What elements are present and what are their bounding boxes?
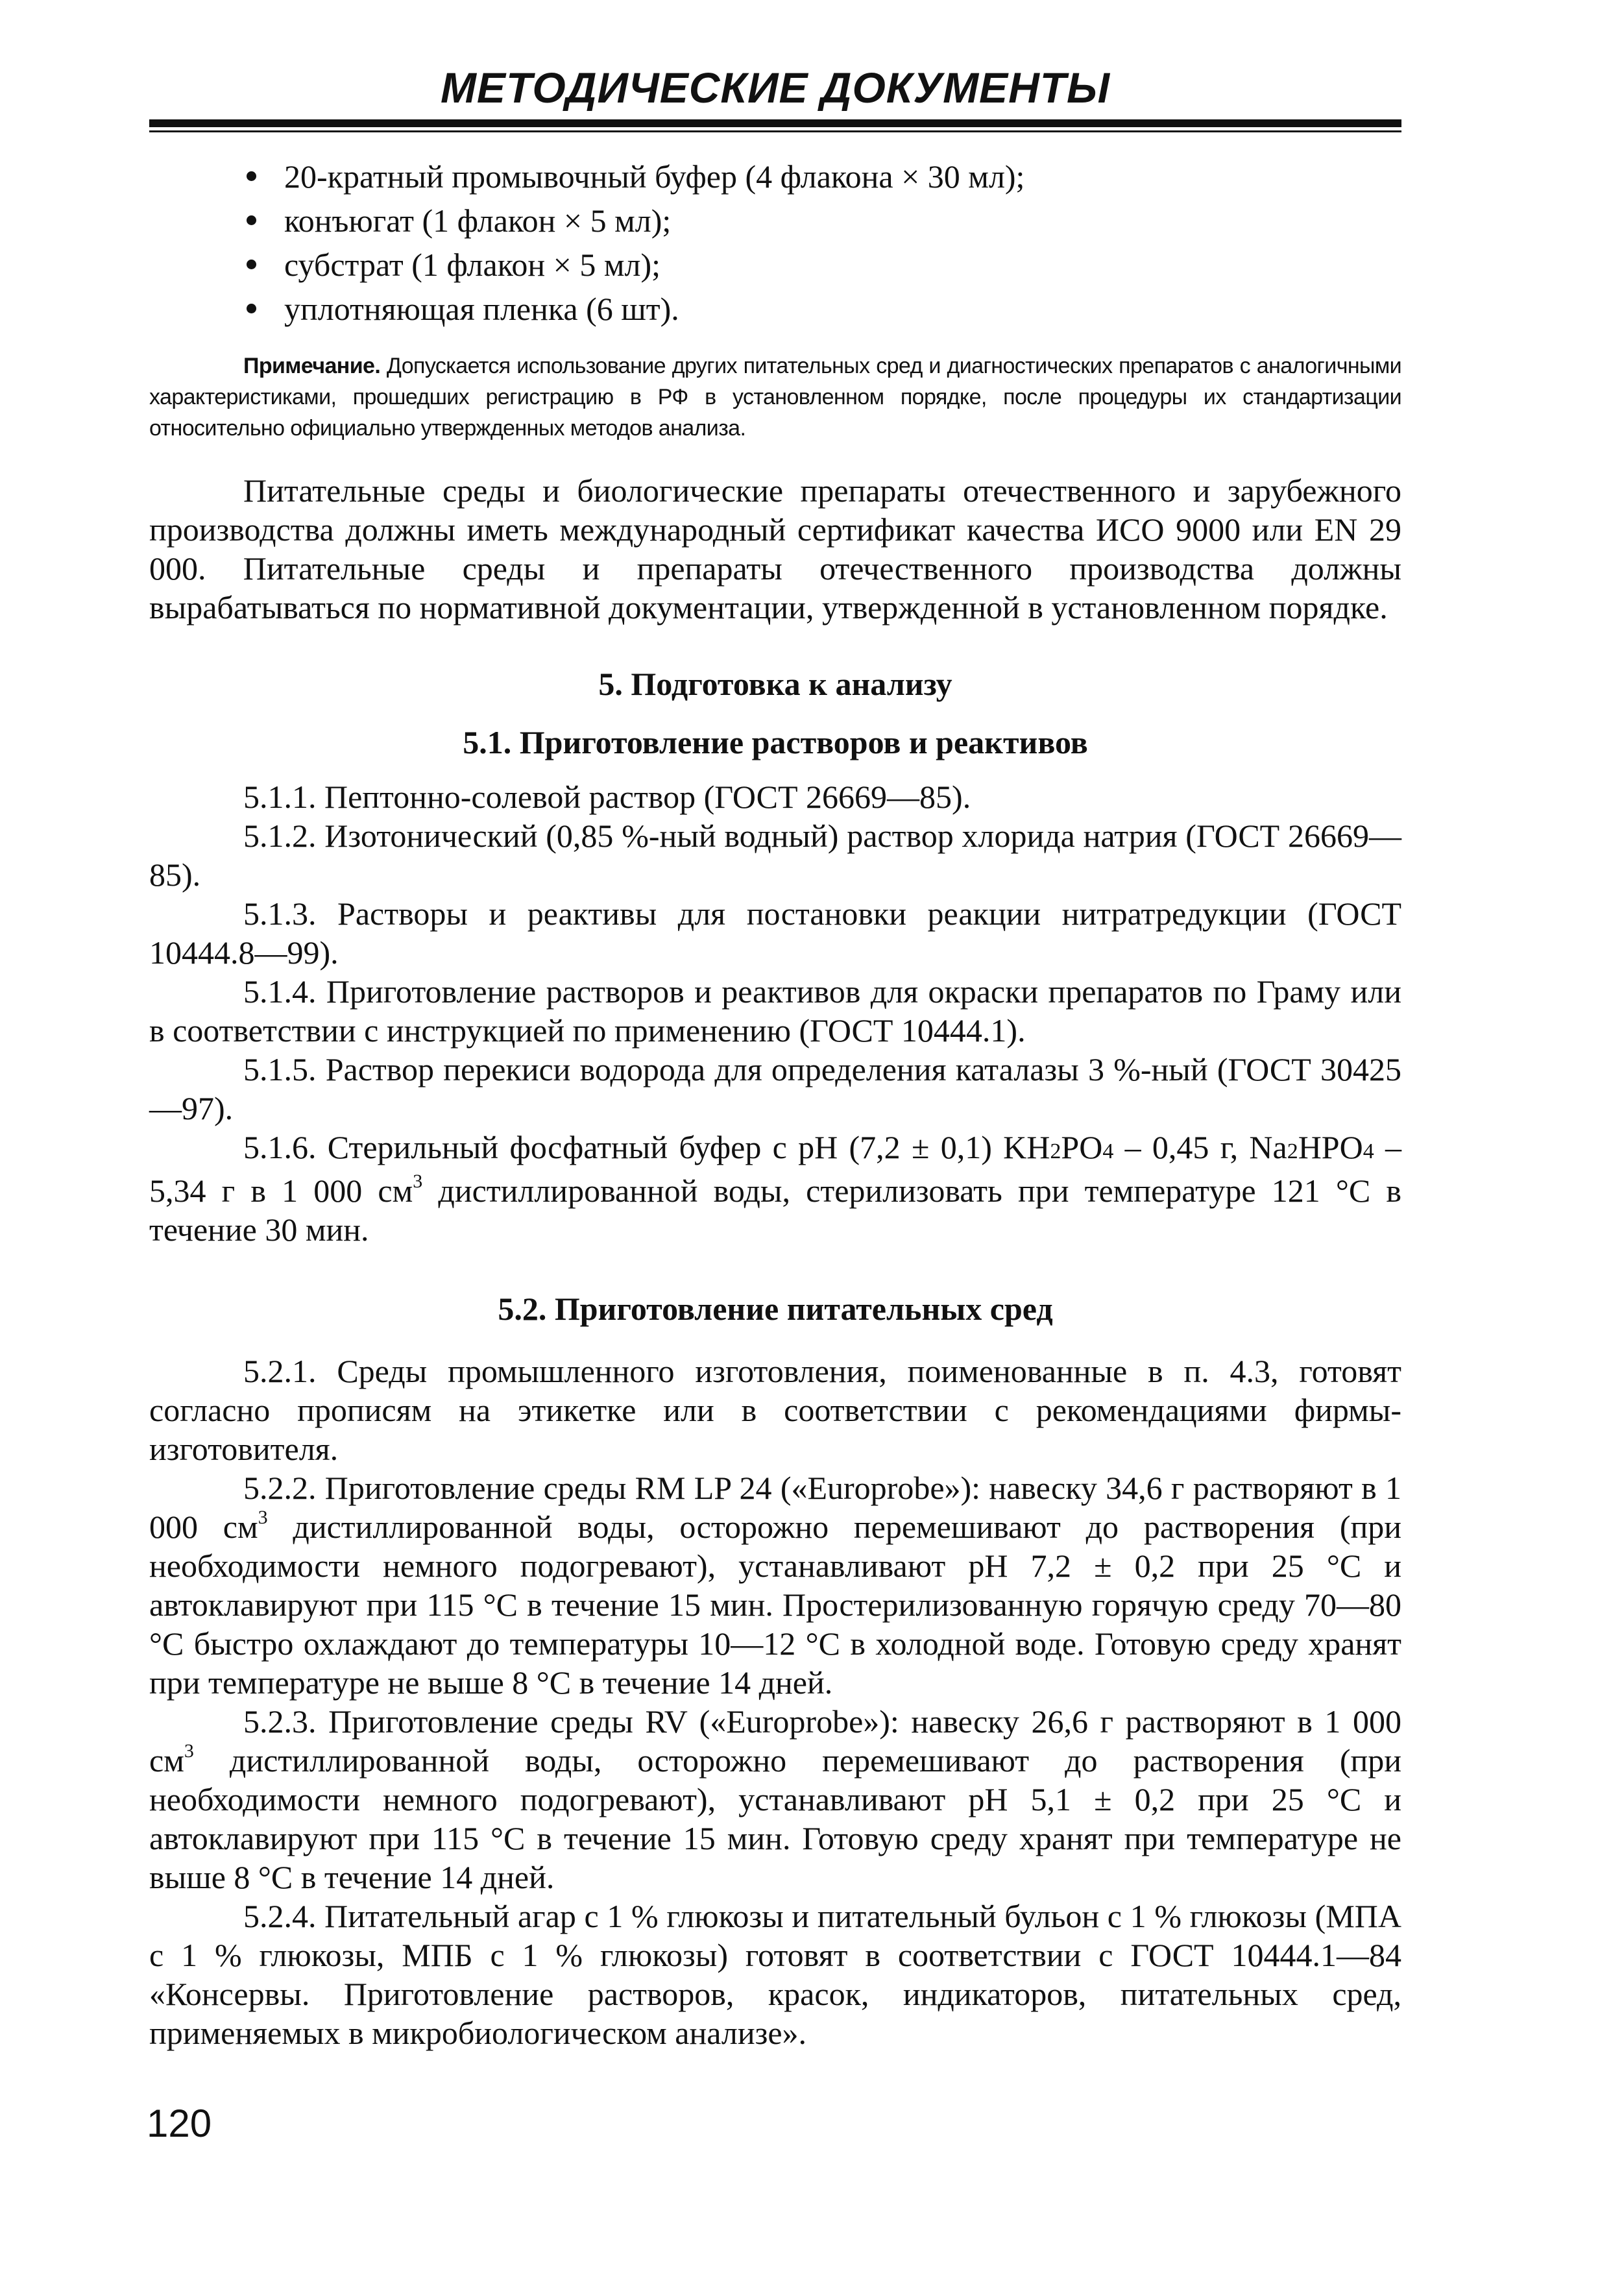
page-number: 120 (147, 2102, 212, 2145)
paragraph-5-1-1: 5.1.1. Пептонно-солевой раствор (ГОСТ 26669—85). (243, 779, 971, 815)
paragraph-5-1-2: 5.1.2. Изотонический (0,85 %-ный водный) раствор хлорида натрия (ГОСТ 26669—85). (149, 818, 1401, 893)
subscript: 4 (1363, 1139, 1374, 1163)
list-item: 20-кратный промывочный буфер (4 флакона × 30 мл); (247, 154, 1401, 199)
list-item: конъюгат (1 флакон × 5 мл); (247, 199, 1401, 243)
list-item: уплотняющая пленка (6 шт). (247, 287, 1401, 331)
text-run: – 5,34 г в 1 000 см (149, 1129, 1402, 1209)
paragraph-5-1-4: 5.1.4. Приготовление растворов и реактивов для окраски препаратов по Граму или в соответствии с инструкцией по применению (ГОСТ 10444.1). (149, 973, 1401, 1049)
running-header-title: МЕТОДИЧЕСКИЕ ДОКУМЕНТЫ (440, 64, 1111, 112)
paragraph-5-1-3: 5.1.3. Растворы и реактивы для постановки реакции нитратредукции (ГОСТ 10444.8—99). (149, 895, 1401, 971)
header-rule-thick (149, 119, 1401, 127)
text-run: 5.1.6. Стерильный фосфатный буфер с pH (7,2 ± 0,1) KH (243, 1129, 1050, 1165)
text-run: дистиллированной воды, стерилизовать при температуре 121 °С в течение 30 мин. (149, 1172, 1401, 1248)
section-5-2-heading: 5.2. Приготовление питательных сред (498, 1291, 1053, 1327)
note-paragraph (149, 350, 1401, 444)
paragraph-5-2-1: 5.2.1. Среды промышленного изготовления, поименованные в п. 4.3, готовят согласно прописям на этикетке или в соответствии с рекомендациями фирмы-изготовителя. (149, 1353, 1401, 1467)
paragraph-5-2-2 (149, 1468, 1401, 1702)
paragraph-5-1-6 (149, 1128, 1401, 1249)
note-text: Допускается использование других питательных сред и диагностических препаратов с аналогичными характеристиками, прошедших регистрацию в РФ в установленном порядке, после процедуры их стандартизации относительно официально утвержденных методов анализа. (149, 354, 1401, 441)
list-item: субстрат (1 флакон × 5 мл); (247, 243, 1401, 287)
intro-paragraph: Питательные среды и биологические препараты отечественного и зарубежного производства должны иметь международный сертификат качества ИСО 9000 или EN 29 000. Питательные среды и препараты отечественного производства должны вырабатываться по нормативной документации, утвержденной в установленном порядке. (149, 472, 1401, 626)
text-run: дистиллированной воды, осторожно перемешивают до растворения (при необходимости немного подогревают), устанавливают pH 7,2 ± 0,2 при 25 °С и автоклавируют при 115 °С в течение 15 мин. Простерилизованную горячую среду 70—80 °С быстро охлаждают до температуры 10—12 °С в холодной воде. Готовую среду хранят при температуре не выше 8 °С в течение 14 дней. (149, 1509, 1401, 1701)
page-body (149, 154, 1401, 2052)
header-rule-thin (149, 130, 1401, 132)
subscript: 2 (1287, 1139, 1298, 1163)
note-label: Примечание. (243, 354, 381, 378)
subscript: 2 (1050, 1139, 1061, 1163)
superscript: 3 (413, 1171, 423, 1192)
text-run: дистиллированной воды, осторожно перемешивают до растворения (при необходимости немного подогревают), устанавливают pH 5,1 ± 0,2 при 25 °С и автоклавируют при 115 °С в течение 15 мин. Готовую среду хранят при температуре не выше 8 °С в течение 14 дней. (149, 1742, 1401, 1895)
text-run: – 0,45 г, Na (1113, 1129, 1287, 1165)
subscript: 4 (1102, 1139, 1114, 1163)
kit-components-list (247, 154, 1401, 331)
text-run: 5.2.3. Приготовление среды RV («Europrobe»): навеску 26,6 г растворяют в 1 000 см (149, 1703, 1401, 1779)
text-run: PO (1061, 1129, 1103, 1165)
text-run: HPO (1298, 1129, 1363, 1165)
paragraph-5-1-5: 5.1.5. Раствор перекиси водорода для определения каталазы 3 %-ный (ГОСТ 30425—97). (149, 1051, 1401, 1126)
paragraph-5-2-4: 5.2.4. Питательный агар с 1 % глюкозы и питательный бульон с 1 % глюкозы (МПА с 1 % глюкозы, МПБ с 1 % глюкозы) готовят в соответствии с ГОСТ 10444.1—84 «Консервы. Приготовление растворов, красок, индикаторов, питательных сред, применяемых в микробиологическом анализе». (149, 1898, 1401, 2051)
superscript: 3 (184, 1740, 194, 1762)
section-5-1-heading: 5.1. Приготовление растворов и реактивов (463, 724, 1088, 760)
text-run: 5.2.2. Приготовление среды RM LP 24 («Europrobe»): навеску 34,6 г растворяют в 1 000 см (149, 1470, 1401, 1545)
paragraph-5-2-3 (149, 1702, 1401, 1897)
section-5-heading: 5. Подготовка к анализу (598, 666, 952, 702)
superscript: 3 (258, 1507, 268, 1528)
